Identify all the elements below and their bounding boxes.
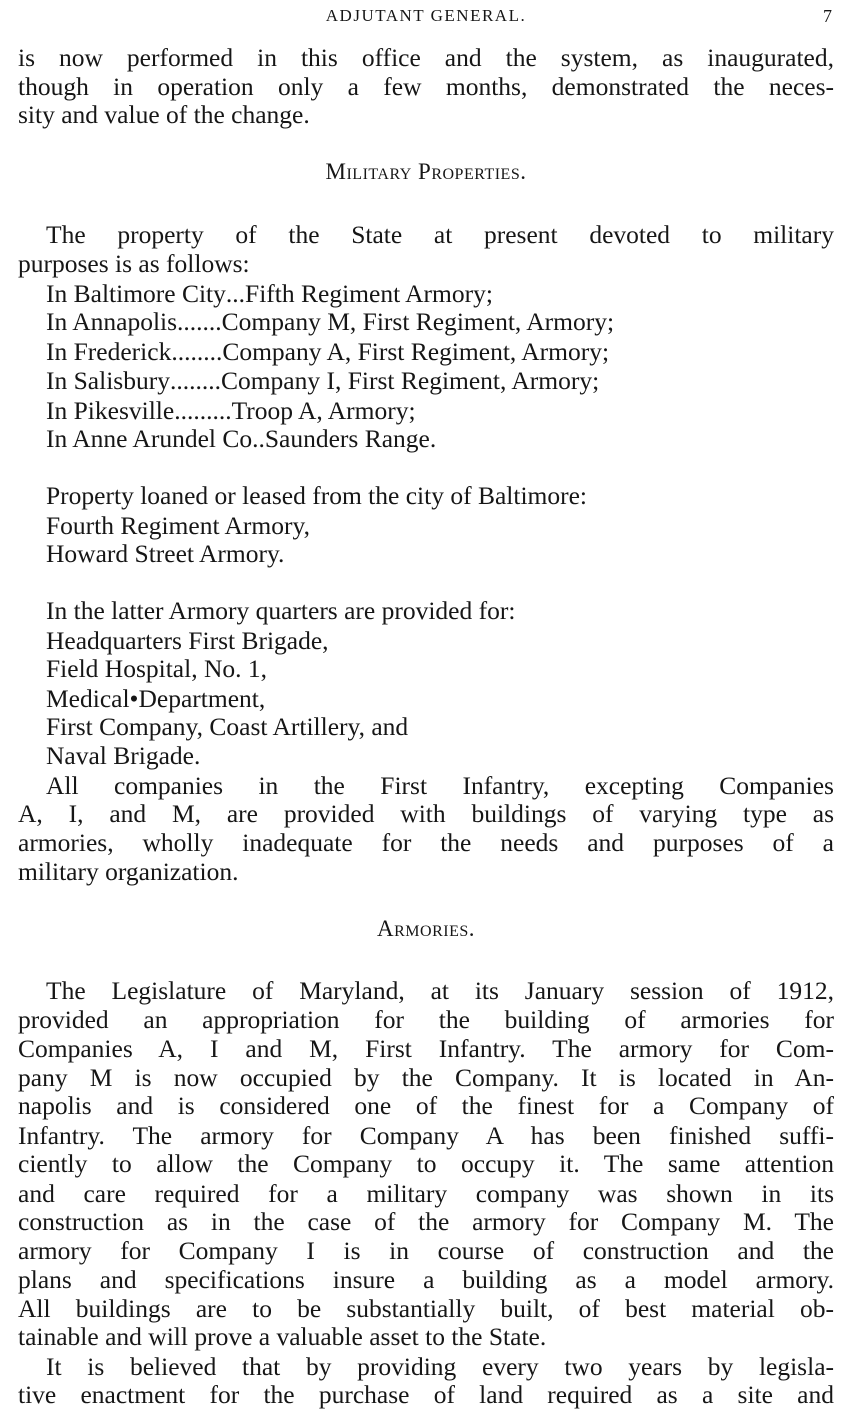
- quarters-item: Naval Brigade.: [46, 741, 201, 771]
- quarters-item: Headquarters First Brigade,: [46, 625, 329, 655]
- property-place: In Salisbury: [46, 366, 170, 396]
- companies-line: All companies in the First Infantry, excepting Companies: [46, 770, 834, 800]
- property-value: Troop A, Armory;: [231, 395, 416, 425]
- property-leader-dots: .......: [177, 307, 222, 337]
- intro-line: is now performed in this office and the system, as inaugurated,: [18, 43, 834, 72]
- property-value: Saunders Range.: [264, 424, 437, 453]
- closing-line: tive enactment for the purchase of land required as a site and: [18, 1380, 834, 1409]
- property-row: [46, 395, 834, 425]
- quarters-item: Field Hospital, No. 1,: [46, 654, 267, 683]
- quarters-heading: In the latter Armory quarters are provided for:: [46, 596, 516, 625]
- armories-line: construction as in the case of the armory for Company M. The: [18, 1207, 834, 1237]
- property-leader-dots: .........: [174, 395, 232, 425]
- running-header: [0, 6, 852, 36]
- property-place: In Baltimore City: [46, 278, 226, 308]
- armories-line: ciently to allow the Company to occupy it. The same attention: [18, 1149, 834, 1179]
- armories-line: The Legislature of Maryland, at its January session of 1912,: [46, 976, 834, 1006]
- properties-intro-line: The property of the State at present devoted to military: [46, 219, 834, 249]
- companies-line: A, I, and M, are provided with buildings of varying type as: [18, 799, 834, 829]
- intro-line: though in operation only a few months, demonstrated the neces-: [18, 71, 834, 101]
- property-value: Fifth Regiment Armory;: [245, 278, 493, 308]
- property-place: In Frederick: [46, 336, 172, 366]
- property-value: Company M, First Regiment, Armory;: [221, 307, 615, 337]
- armories-line: provided an appropriation for the building of armories for: [18, 1004, 834, 1034]
- property-row: [46, 426, 834, 452]
- armories-line: napolis and is considered one of the finest for a Company of: [18, 1091, 834, 1121]
- armories-line: All buildings are to be substantially built, of best material ob-: [18, 1293, 834, 1323]
- companies-line: military organization.: [18, 857, 239, 887]
- armories-line: tainable and will prove a valuable asset to the State.: [18, 1322, 547, 1351]
- closing-line: It is believed that by providing every two years by legisla-: [46, 1351, 834, 1381]
- companies-line: armories, wholly inadequate for the needs and purposes of a: [18, 827, 834, 857]
- property-place: In Annapolis: [46, 307, 178, 337]
- section-heading-armories: Armories.: [377, 916, 475, 942]
- section-heading-military-properties: Military Properties.: [325, 159, 527, 184]
- property-row: [46, 309, 834, 335]
- property-row: [46, 368, 834, 394]
- property-row: [46, 278, 834, 308]
- page-number: 7: [823, 6, 832, 26]
- header-title: ADJUTANT GENERAL.: [325, 6, 527, 25]
- property-place: In Anne Arundel Co.: [46, 424, 259, 453]
- property-leader-dots: .: [258, 424, 265, 453]
- properties-intro-line: purposes is as follows:: [18, 249, 250, 279]
- property-leader-dots: ...: [225, 278, 246, 308]
- loaned-heading: Property loaned or leased from the city of Baltimore:: [46, 481, 588, 511]
- armories-line: pany M is now occupied by the Company. It is located in An-: [18, 1062, 834, 1092]
- armories-line: armory for Company I is in course of construction and the: [18, 1235, 834, 1265]
- property-row: [46, 336, 834, 366]
- property-value: Company A, First Regiment, Armory;: [222, 336, 610, 366]
- quarters-item: First Company, Coast Artillery, and: [46, 712, 409, 741]
- property-place: In Pikesville: [46, 395, 175, 425]
- property-value: Company I, First Regiment, Armory;: [220, 366, 600, 396]
- armories-line: Companies A, I and M, First Infantry. The armory for Com-: [18, 1034, 834, 1064]
- quarters-item: Medical•Department,: [46, 683, 266, 713]
- armories-line: plans and specifications insure a building as a model armory.: [18, 1265, 834, 1294]
- property-leader-dots: ........: [169, 366, 221, 396]
- armories-line: and care required for a military company was shown in its: [18, 1178, 834, 1208]
- property-leader-dots: ........: [171, 336, 223, 366]
- loaned-item: Fourth Regiment Armory,: [46, 510, 310, 540]
- loaned-item: Howard Street Armory.: [46, 539, 285, 568]
- intro-line: sity and value of the change.: [18, 100, 310, 129]
- armories-line: Infantry. The armory for Company A has been finished suffi-: [18, 1120, 834, 1150]
